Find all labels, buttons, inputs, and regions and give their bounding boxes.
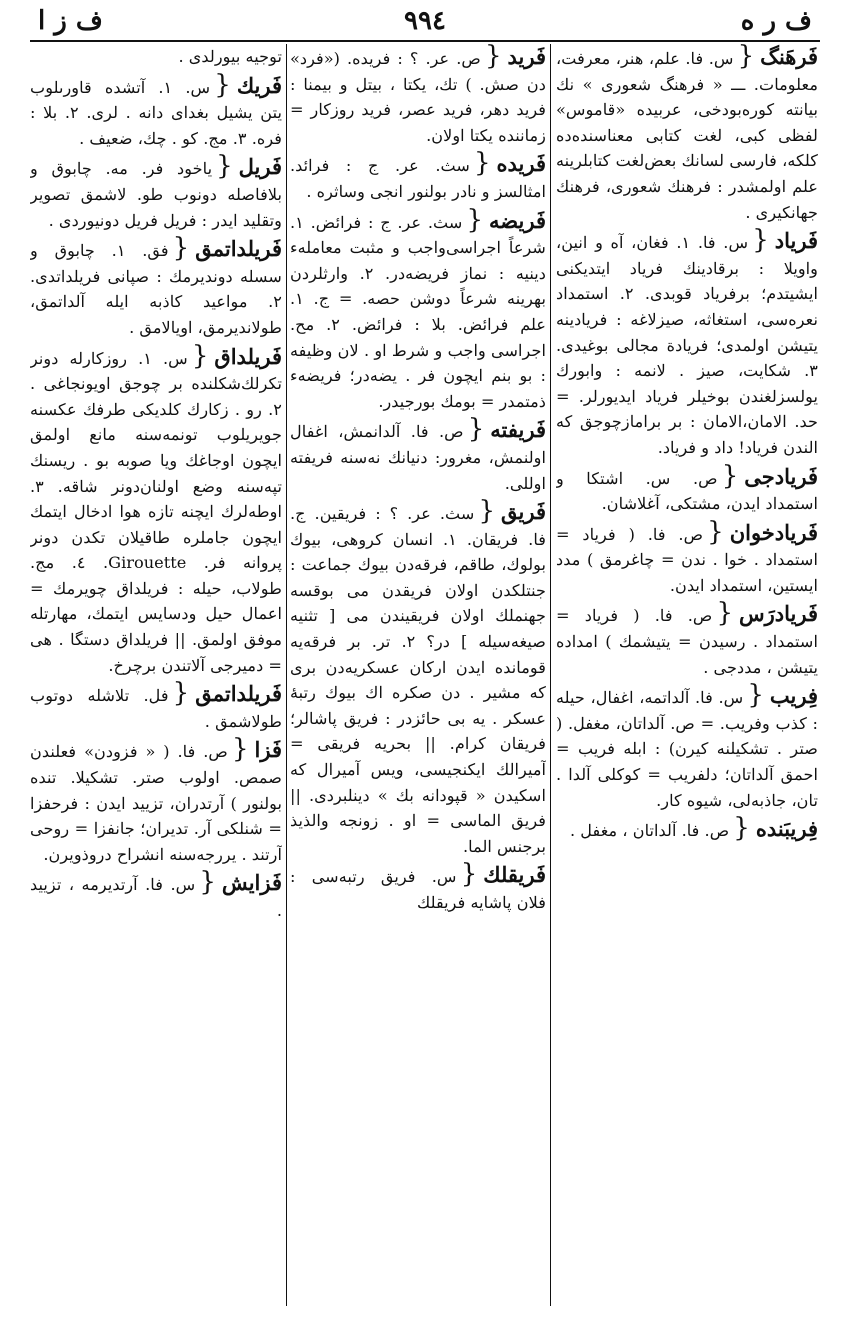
definition: ص. فا. آلدانمش، اغفال اولنمش، مغرور: دنيانك نه‌سنه فريفته اوللى. (290, 422, 546, 493)
headword: فَريفته (490, 417, 546, 443)
dictionary-entry-continuation (30, 44, 282, 70)
dictionary-entry: فَريد{ص. عر. ؟ : فريده. («فرد» دن صش. ) تك، يكتا ، بيتل و بيمنا : فريد دهر، فريد عصر، فريد روزكار = زماننده يكتا اولان. (290, 44, 546, 145)
dictionary-entry: فَريادخوان{ص. فا. ( فرياد = استمداد . خوا . ندن = چاغرمق ) مدد ايستين، استمداد ايدن. (556, 516, 818, 595)
definition: س. فريق رتبه‌سى : فلان پاشايه فريقلك (290, 867, 546, 912)
dictionary-entry: فَريضه{سث. عر. ج : فرائض. ١. شرعاً اجراسى‌واجب و مثبت معامله‌ء دينيه : نماز فريضه‌در. ٢. وارثلردن بهرينه شرعاً دوشن حصه. = ج. ١. علم فرائض. بلا : فرائض. ٢. مح. اجراسى واجب و شرط او . لان وظيفه : بو بنم ايچون فر . يضه‌در؛ فريضهء ذمتمدر = بومك بورجيدر. (290, 204, 546, 411)
definition: س. فا. علم، هنر، معرفت، معلومات. ـــ « فرهنگ شعوری » نك بيانته كوره‌بودخى، عربيده «قاموس» لفظى كبى، لغت كتابى معناسنده‌ده كلكه‌، فارسى لسانك بعض‌لغت كتابلرينه علم اولمشدر : فرهنك شعورى، فرهنك جهانكيرى . (556, 49, 818, 222)
definition: سث. عر. ج : فرائد. امثالسز و نادر بولنور انجى وساثره . (290, 156, 546, 201)
definition: سث. عر. ج : فرائض. ١. شرعاً اجراسى‌واجب و مثبت معامله‌ء دينيه : نماز فريضه‌در. ٢. وارثلردن بهرينه شرعاً دوشن حصه. = ج. ١. علم فرائض. بلا : فرائض. ٢. مح. اجراسى واجب و شرط او . لان وظيفه : بو بنم ايچون فر . يضه‌در؛ فريضهء ذمتمدر = بومك بورجيدر. (290, 212, 546, 411)
headword: فَريك (236, 72, 282, 98)
dictionary-entry: فَريده{سث. عر. ج : فرائد. امثالسز و نادر بولنور انجى وساثره . (290, 148, 546, 201)
dictionary-entry: فَريك{س. ١. آتشده قاورىلوب يتن يشيل بغداى دانه . لرى. ٢. بلا : فره. ٣. مج. كو . چك، ضعيف . (30, 69, 282, 148)
definition: س. فا. ١. فغان، آه و انين، واويلا : برقادينك فرياد ايتديكنى ايشيتدم؛ برفرياد قوبدى. ٢. استمداد نعره‌سى، استغاثه، صيزلاغه : فريادينه يتيشن اولمدى؛ فريادة مجالى بوغيدى. ٣. شكايت، صيز . لانمه : وابورك يولسزلغندن بوخيلر فرياد ايديورلر. = حد. الامان،الامان : بر برامازچوجق كه الندن فرياد! داد و فرياد. (556, 233, 818, 457)
definition: توجيه بيورلدى . (178, 47, 282, 66)
dictionary-entry: فَزايش{س. فا. آرتديرمه ، تزييد . (30, 867, 282, 920)
headword: فَريادرَس (739, 601, 818, 627)
column-divider (286, 44, 287, 1306)
definition: ص. س. اشتكا و استمداد ايدن، مشتكى، آغلاشان. (556, 468, 818, 514)
column-middle (290, 44, 546, 1306)
definition: فق. ١. چابوق و سسله دونديرمك : صپانى فريلداتدى. ٢. مواعيد كاذبه ايله آلداتمق، طولانديرمق، اويالامق . (30, 241, 282, 337)
dictionary-entry: فَرياد{س. فا. ١. فغان، آه و انين، واويلا : برقادينك فرياد ايتديكنى ايشيتدم؛ برفرياد قوبدى. ٢. استمداد نعره‌سى، استغاثه، صيزلاغه : فريادينه يتيشن اولمدى؛ فريادة مجالى بوغيدى. ٣. شكايت، صيز . لانمه : وابورك يولسزلغندن بوخيلر فرياد ايديورلر. = حد. الامان،الامان : بر برامازچوجق كه الندن فرياد! داد و فرياد. (556, 225, 818, 457)
column-left (30, 44, 282, 1306)
definition: ص. عر. ؟ : فريده. («فرد» دن صش. ) تك، يكتا ، بيتل و بيمنا : فريد دهر، فريد عصر، فريد روزكار = زماننده يكتا اولان. (290, 49, 546, 145)
column-divider (550, 44, 551, 1306)
dictionary-entry: فَزا{ص. فا. ( « فزودن» فعلندن صمص. اولوب صتر. تشكيلا. تنده بولنور ) آرتدران، تزييد ايدن : فرحفزا = شنلكى آر. تديران؛ جانفزا = روحى آرتند . يررجه‌سنه انشراح دروذويرن. (30, 734, 282, 864)
headword: فَريلداتمق (195, 236, 282, 262)
headword: فَزا (254, 737, 282, 763)
definition: س. فا. آلداتمه، اغفال، حيله : كذب وفريب. = ص. آلداتان، مغفل. ( صتر . تشكيلنه كيرن) : ابله فريب = احمق آلداتان؛ دلفريب = كوكلى آلدا . تان، جاذبه‌لى، شيوه كار. (556, 688, 818, 810)
dictionary-entry: فِريب{س. فا. آلداتمه، اغفال، حيله : كذب وفريب. = ص. آلداتان، مغفل. ( صتر . تشكيلنه كيرن) : ابله فريب = احمق آلداتان؛ دلفريب = كوكلى آلدا . تان، جاذبه‌لى، شيوه كار. (556, 680, 818, 810)
definition: ص. فا. ( « فزودن» فعلندن صمص. اولوب صتر. تشكيلا. تنده بولنور ) آرتدران، تزييد ايدن : فرحفزا = شنلكى آر. تديران؛ جانفزا = روحى آرتند . يررجه‌سنه انشراح دروذويرن. (30, 742, 282, 864)
headword: فَريق (501, 499, 546, 525)
dictionary-entry: فِريبَنده{ص. فا. آلداتان ، مغفل . (569, 813, 818, 844)
definition: س. ١. روزكارله دونر تكرلك‌شكلنده بر چوجق اويونجاغى . ٢. رو . زكارك كلديكى طرفك عكسنه جويريلوب تونمه‌سنه مانع اولمق ايچون اوجاغك ويا صوبه بو . ريسنك تپه‌سنه وضع اولنان‌دونر شاقه. ٣. اوطه‌لرك ايچنه تازه هوا ادخال ايتمك ايچون جاملره طاقيلان تكدن دونر پروانه فر. Girouette. ٤. مج. طولاب، حيله : فريلداق چويرمك = اعمال حيل ودسايس ايتمك، مهارتله موفق اولمق. || فريلداق دستگا . هى = دميرجى آلاتندن برچرخ. (30, 348, 282, 675)
headword: فَزايش (221, 870, 282, 896)
definition: س. فا. آرتديرمه ، تزييد . (30, 875, 282, 920)
header-left-letters: ف ز ا (38, 6, 103, 36)
page-header (30, 4, 820, 38)
dictionary-entry: فَريادجى{ص. س. اشتكا و استمداد ايدن، مشتكى، آغلاشان. (556, 460, 818, 514)
definition: س. ١. آتشده قاورىلوب يتن يشيل بغداى دانه . لرى. ٢. بلا : فره. ٣. مج. كو . چك، ضعيف . (30, 77, 282, 148)
dictionary-entry: فَريق{سث. عر. ؟ : فريقين. ج. فا. فريقان. ١. انسان كروهى، بيوك بولوك، طاقم، فرقه‌دن بيوك جماعت : جنتلكدن اولان فريقدن مى بوقسه جهنملك اولان فريقيندن مى [ تثنيه صيغه‌سيله ] در؟ ٢. تر. بر فرقه‌يه قومانده ايدن اركان عسكريه‌دن برى كه مشير . دن صكره اك بيوك رتبهٔ عسكر . يه بى حائزدر : فريق پاشالر؛ فريقان كرام. || بحريه فريقى = آميرالك ايكنجيسى، ويس آميرال كه اسكيدن « قپودانه بك » دينلبردى. || فريق الماسى = او . زونجه والذيذ برجنس الما. (290, 496, 546, 856)
definition: سث. عر. ؟ : فريقين. ج. فا. فريقان. ١. انسان كروهى، بيوك بولوك، طاقم، فرقه‌دن بيوك جماعت : جنتلكدن اولان فريقدن مى بوقسه جهنملك اولان فريقيندن مى [ تثنيه صيغه‌سيله ] در؟ ٢. تر. بر فرقه‌يه قومانده ايدن اركان عسكريه‌دن برى كه مشير . دن صكره اك بيوك رتبهٔ عسكر . يه بى حائزدر : فريق پاشالر؛ فريقان كرام. || بحريه فريقى = آميرالك ايكنجيسى، ويس آميرال كه اسكيدن « قپودانه بك » دينلبردى. || فريق الماسى = او . زونجه والذيذ برجنس الما. (290, 504, 546, 856)
definition: فل. تلاشله دوتوب طولاشمق . (30, 686, 282, 731)
header-rule (30, 40, 820, 42)
page-number: ٩٩٤ (404, 6, 446, 36)
definition: ص. فا. ( فرياد = استمداد . خوا . ندن = چاغرمق ) مدد ايستين، استمداد ايدن. (556, 524, 818, 595)
definition: ص. فا. ( فرياد = استمداد . رسيدن = يتيشمك ) امداده يتيشن ، مددجى . (556, 606, 818, 677)
headword: فِريب (769, 683, 818, 709)
header-right-letters: ف ر ه (740, 6, 812, 36)
dictionary-entry: فَريلداتمق{فل. تلاشله دوتوب طولاشمق . (30, 678, 282, 731)
definition: ص. فا. آلداتان ، مغفل . (569, 821, 730, 841)
headword: فَريده (496, 151, 546, 177)
dictionary-entry: فَريل{ياخود فر. مه. چابوق و بلافاصله دونوب طو. لاشمق تصوير وتقليد ايدر : فريل فريل دونيوردى . (30, 151, 282, 230)
headword: فَريد (507, 44, 546, 69)
dictionary-entry: فَريفته{ص. فا. آلدانمش، اغفال اولنمش، مغرور: دنيانك نه‌سنه فريفته اوللى. (290, 414, 546, 493)
dictionary-entry: فَرهَنگ{س. فا. علم، هنر، معرفت، معلومات. ـــ « فرهنگ شعوری » نك بيانته كوره‌بودخى، عربيده «قاموس» لفظى كبى، لغت كتابى معناسنده‌ده كلكه‌، فارسى لسانك بعض‌لغت كتابلرينه علم اولمشدر : فرهنك شعورى، فرهنك جهانكيرى . (556, 44, 818, 222)
dictionary-entry: فَريلداق{س. ١. روزكارله دونر تكرلك‌شكلنده بر چوجق اويونجاغى . ٢. رو . زكارك كلديكى طرفك عكسنه جويريلوب تونمه‌سنه مانع اولمق ايچون اوجاغك ويا صوبه بو . ريسنك تپه‌سنه وضع اولنان‌دونر شاقه. ٣. اوطه‌لرك ايچنه تازه هوا ادخال ايتمك ايچون جاملره طاقيلان تكدن دونر پروانه فر. Girouette. ٤. مج. طولاب، حيله : فريلداق چويرمك = اعمال حيل ودسايس ايتمك، مهارتله موفق اولمق. || فريلداق دستگا . هى = دميرجى آلاتندن برچرخ. (30, 340, 282, 675)
headword: فِريبَنده (755, 816, 818, 842)
headword: فَريقلك (483, 862, 546, 888)
headword: فَريادجى (744, 463, 818, 489)
dictionary-entry: فَريلداتمق{فق. ١. چابوق و سسله دونديرمك : صپانى فريلداتدى. ٢. مواعيد كاذبه ايله آلداتمق، طولانديرمق، اويالامق . (30, 233, 282, 337)
dictionary-entry: فَريادرَس{ص. فا. ( فرياد = استمداد . رسيدن = يتيشمك ) امداده يتيشن ، مددجى . (556, 598, 818, 677)
headword: فَريضه (489, 207, 546, 233)
dictionary-entry: فَريقلك{س. فريق رتبه‌سى : فلان پاشايه فريقلك (290, 859, 546, 912)
column-right (556, 44, 818, 1306)
headword: فَريلداتمق (195, 681, 282, 707)
definition: ياخود فر. مه. چابوق و بلافاصله دونوب طو. لاشمق تصوير وتقليد ايدر : فريل فريل دونيوردى . (30, 159, 282, 230)
headword: فَرهَنگ (760, 44, 818, 69)
headword: فَرياد (774, 228, 818, 254)
headword: فَريادخوان (729, 519, 818, 545)
headword: فَريل (238, 154, 282, 180)
headword: فَريلداق (214, 343, 282, 369)
